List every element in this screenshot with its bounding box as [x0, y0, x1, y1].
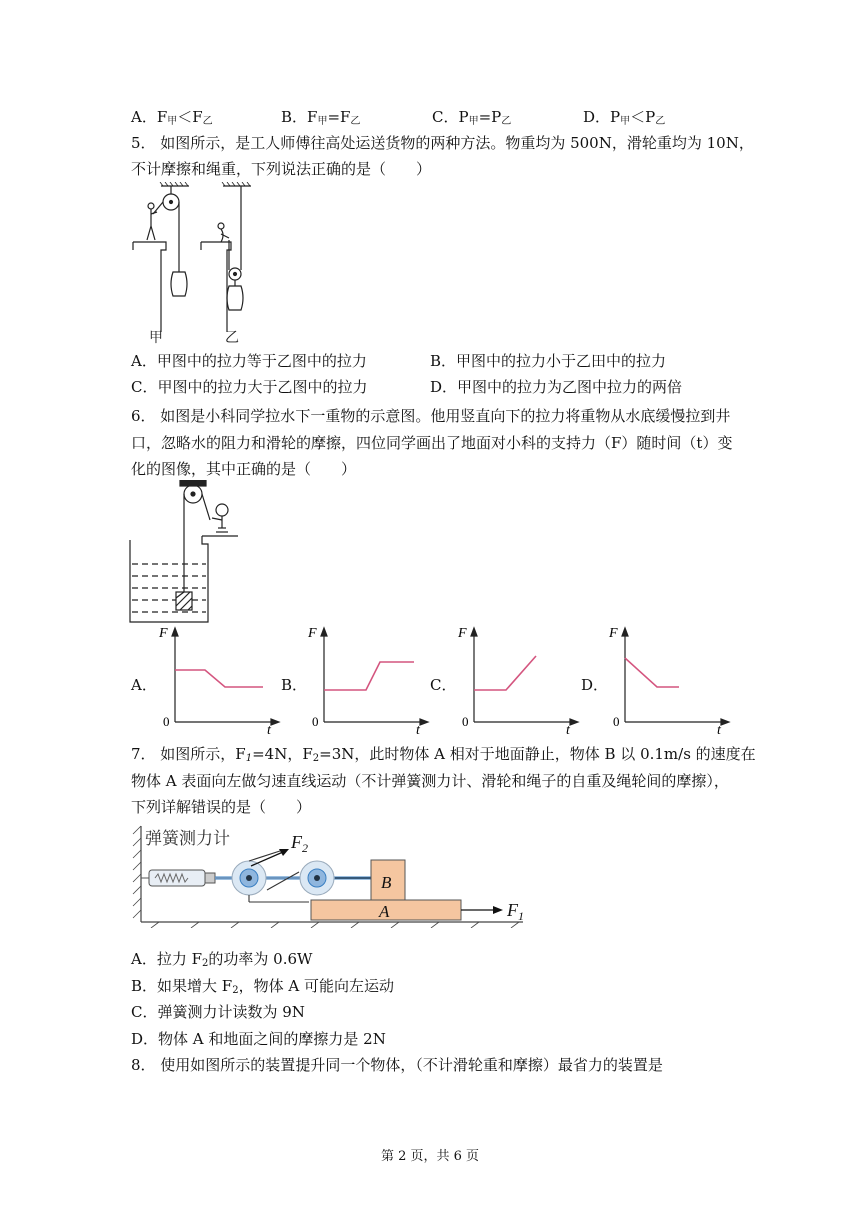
q6-stem-line1: 6． 如图是小科同学拉水下一重物的示意图。他用竖直向下的拉力将重物从水底缓慢拉到井 — [131, 407, 731, 425]
q6-graph-a — [155, 622, 285, 734]
graph-b-line — [324, 662, 414, 690]
origin-label: 0 — [312, 714, 319, 729]
q6-graph-d — [605, 622, 735, 734]
figure-jia — [133, 182, 189, 332]
origin-label: 0 — [613, 714, 620, 729]
q6-well-figure — [128, 480, 240, 625]
origin-label: 0 — [462, 714, 469, 729]
graph-d-line — [625, 658, 679, 687]
q6-label-c: C． — [430, 676, 457, 694]
q4-option-d: D．$P_甲<P_乙$ — [583, 108, 666, 127]
q7-option-a: A．拉力 $F_2$的功率为 0.6W — [131, 950, 313, 969]
block-b-label: B — [381, 873, 392, 892]
pulley-right — [300, 861, 334, 895]
q7-option-b: B．如果增大 $F_2$，物体 A 可能向左运动 — [131, 977, 394, 996]
spring-meter-label: 弹簧测力计 — [145, 829, 230, 848]
axis-f-label: F — [458, 626, 467, 641]
axis-t-label: t — [566, 723, 570, 734]
q5-stem-line2: 不计摩擦和绳重，下列说法正确的是（ ） — [131, 160, 432, 178]
q7-option-d: D．物体 A 和地面之间的摩擦力是 2N — [131, 1030, 386, 1048]
q7-stem-line1: 7． 如图所示，$F_1=4N$，$F_2=3N$，此时物体 A 相对于地面静止，物体 B 以 0.1m/s 的速度在 — [131, 745, 756, 764]
q6-graph-c — [454, 622, 584, 734]
pulley-left — [232, 861, 266, 895]
q5-stem-line1: 5． 如图所示，是工人师傅往高处运送货物的两种方法。物重均为 500N，滑轮重均为 10N， — [131, 134, 754, 152]
q5-pulley-figure — [131, 182, 281, 347]
q7-option-c: C．弹簧测力计读数为 9N — [131, 1003, 305, 1021]
q4-option-c: C．$P_甲=P_乙$ — [432, 108, 512, 127]
q6-stem-line2: 口，忽略水的阻力和滑轮的摩擦，四位同学画出了地面对小科的支持力（F）随时间（t）变 — [131, 434, 733, 452]
axis-f-label: F — [159, 626, 168, 641]
q4-option-a: A．$F_甲<F_乙$ — [131, 108, 213, 127]
q6-stem-line3: 化的图像，其中正确的是（ ） — [131, 460, 357, 478]
graph-a-line — [175, 670, 263, 687]
f1-label: $F_1$ — [507, 900, 524, 923]
axis-t-label: t — [416, 723, 420, 734]
q7-stem-line3: 下列详解错误的是（ ） — [131, 798, 312, 816]
q7-stem-line2: 物体 A 表面向左做匀速直线运动（不计弹簧测力计、滑轮和绳子的自重及绳轮间的摩擦）， — [131, 772, 729, 790]
q6-graph-b — [304, 622, 434, 734]
graph-c-line — [474, 656, 536, 690]
page-footer: 第 2 页，共 6 页 — [380, 1149, 480, 1164]
axis-f-label: F — [308, 626, 317, 641]
spring-meter — [141, 870, 215, 886]
q4-option-b: B．$F_甲=F_乙$ — [281, 108, 361, 127]
axis-f-label: F — [609, 626, 618, 641]
label-yi: 乙 — [225, 331, 239, 346]
block-a-label: A — [379, 902, 390, 921]
q6-label-b: B． — [281, 676, 308, 694]
q6-label-d: D． — [581, 676, 609, 694]
figure-yi — [201, 182, 251, 332]
q6-label-a: A． — [131, 676, 157, 694]
f2-label: $F_2$ — [291, 832, 308, 855]
q5-option-b: B．甲图中的拉力小于乙田中的拉力 — [430, 352, 667, 370]
axis-t-label: t — [267, 723, 271, 734]
origin-label: 0 — [163, 714, 170, 729]
q5-option-a: A．甲图中的拉力等于乙图中的拉力 — [131, 352, 367, 370]
label-jia: 甲 — [149, 331, 163, 346]
q5-option-c: C．甲图中的拉力大于乙图中的拉力 — [131, 378, 368, 396]
q7-spring-figure — [131, 820, 531, 928]
axis-t-label: t — [717, 723, 721, 734]
q8-stem-line1: 8． 使用如图所示的装置提升同一个物体，（不计滑轮重和摩擦）最省力的装置是 — [131, 1056, 663, 1074]
q5-option-d: D．甲图中的拉力为乙图中拉力的两倍 — [430, 378, 683, 396]
